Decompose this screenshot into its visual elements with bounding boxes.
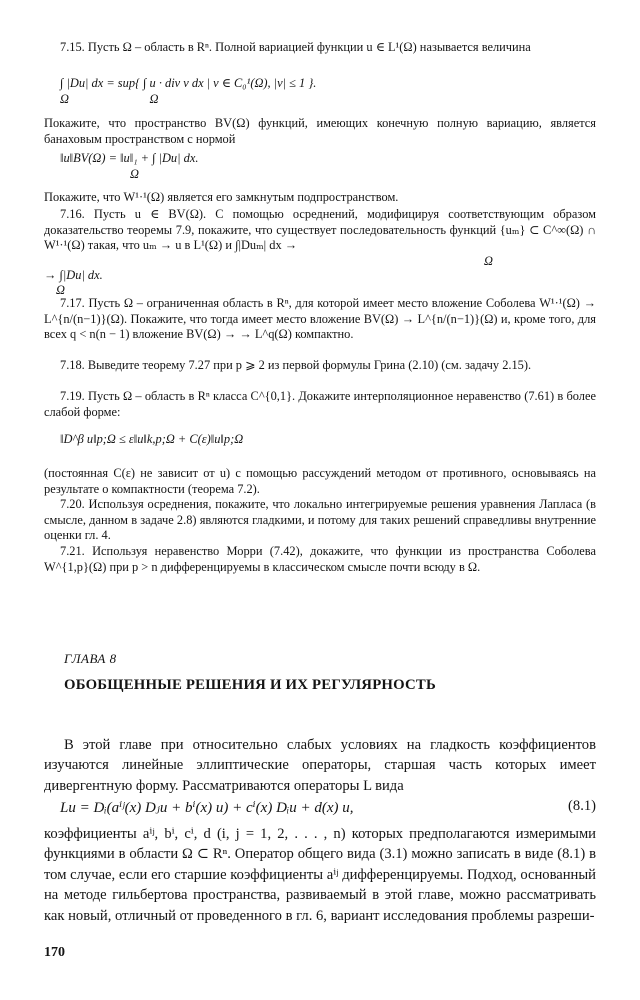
exercise-7-19-text-2: (постоянная C(ε) не зависит от u) с помощью рассуждений методом от противного, основываясь на результате о компактности (теорема 7.2). [44,466,596,496]
equation-8-1-number: (8.1) [568,798,596,814]
exercise-7-18: 7.18. Выведите теорему 7.27 при p ⩾ 2 из первой формулы Грина (2.10) (см. задачу 2.15). [60,358,532,372]
exercise-7-15-intro: 7.15. Пусть Ω – область в Rⁿ. Полной вариацией функции u ∈ L¹(Ω) называется величина [60,40,531,54]
exercise-7-16: 7.16. Пусть u ∈ BV(Ω). С помощью осреднений, модифицируя соответствующим образом доказательство теоремы 7.9, покажите, что существует последовательность функций {uₘ} ⊂ C^∞(Ω) ∩ W¹·¹(Ω) такая, что uₘ → u в L¹(Ω) и ∫|Duₘ| dx → [44,207,596,253]
exercise-7-15-formula-1-subscripts: Ω Ω [60,92,159,106]
exercise-7-19-formula: ‖D^β u‖p;Ω ≤ ε‖u‖k,p;Ω + C(ε)‖u‖p;Ω [60,432,244,446]
exercise-7-21: 7.21. Используя неравенство Морри (7.42), докажите, что функции из пространства Соболева W^{1,p}(Ω) при p > n дифференцируемы в классическом смысле почти всюду в Ω. [44,544,596,574]
exercise-7-16-tail-subscript: Ω [56,283,65,297]
chapter-paragraph-2: коэффициенты aⁱʲ, bⁱ, cⁱ, d (i, j = 1, 2, . . . , n) которых предполагаются измеримыми функциями в области Ω ⊂ Rⁿ. Оператор общего вида (3.1) можно записать в виде (8.1) в том случае, если его старшие коэффициенты aⁱʲ дифференцируемы. Подход, основанный на методе гильбертова пространства, развиваемый в этой главе, можно рассматривать как новый, отличный от проведенного в гл. 6, вариант исследования проблемы разреши- [44,826,596,924]
exercise-7-15-text-2: Покажите, что пространство BV(Ω) функций, имеющих конечную полную вариацию, является банаховым пространством с нормой [44,116,596,146]
page-number: 170 [44,945,65,960]
exercise-7-15-formula-1: ∫ |Du| dx = sup{ ∫ u · div v dx | v ∈ C₀¹(Ω), |v| ≤ 1 }. [60,76,317,90]
exercise-7-19: 7.19. Пусть Ω – область в Rⁿ класса C^{0,1}. Докажите интерполяционное неравенство (7.61) в более слабой форме: [44,389,596,419]
exercise-7-15-formula-2-subscript: Ω [130,167,139,181]
exercise-7-20: 7.20. Используя осреднения, покажите, что локально интегрируемые решения уравнения Лапласа (в смысле, данном в задаче 2.8) являются гладкими, и потому для таких решений справедливы внутренние оценки гл. 4. [44,497,596,543]
chapter-label: ГЛАВА 8 [64,651,117,666]
exercise-7-15-formula-2: ‖u‖BV(Ω) = ‖u‖₁ + ∫ |Du| dx. [60,151,199,165]
chapter-title: ОБОБЩЕННЫЕ РЕШЕНИЯ И ИХ РЕГУЛЯРНОСТЬ [64,677,436,693]
exercise-7-15-text-3: Покажите, что W¹·¹(Ω) является его замкнутым подпространством. [44,190,399,204]
exercise-7-17: 7.17. Пусть Ω – ограниченная область в Rⁿ, для которой имеет место вложение Соболева W¹·¹(Ω) → L^{n/(n−1)}(Ω). Покажите, что тогда имеет место вложение BV(Ω) → L^{n/(n−1)}(Ω) и, кроме того, для всех q < n(n − 1) вложение BV(Ω) → → L^q(Ω) компактно. [44,296,596,342]
exercise-7-16-subscript: Ω [484,254,493,268]
exercise-7-16-tail: → ∫|Du| dx. [44,268,103,282]
equation-8-1: Lu = Dᵢ(aⁱʲ(x) Dⱼu + bⁱ(x) u) + cⁱ(x) Dᵢu + d(x) u, [60,800,354,816]
chapter-intro-paragraph: В этой главе при относительно слабых условиях на гладкость коэффициентов изучаются линейные эллиптические операторы, старшая часть которых имеет дивергентную форму. Рассматриваются операторы L вида [44,737,596,794]
